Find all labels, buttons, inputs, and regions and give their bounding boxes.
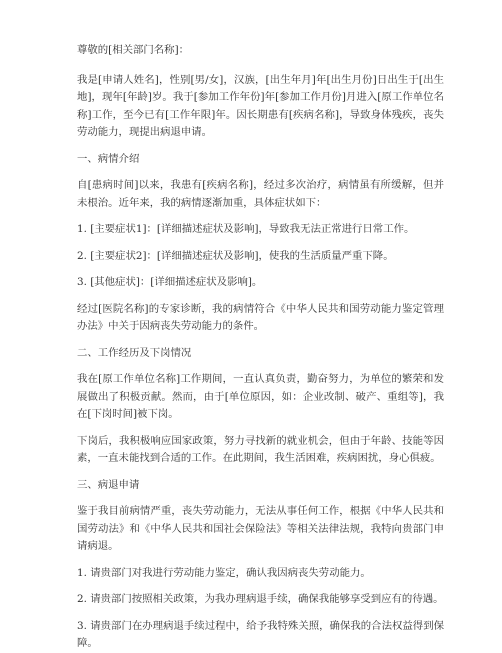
list-item: 3. [其他症状]：[详细描述症状及影响]。 — [77, 276, 263, 288]
paragraph: 经过[医院名称]的专家诊断，我的病情符合《中华人民共和国劳动能力鉴定管理办法》中关于因病丧失劳动能力的条件。 — [77, 302, 444, 332]
list-item: 1. [主要症状1]：[详细描述症状及影响]，导致我无法正常进行日常工作。 — [77, 223, 415, 235]
paragraph: 自[患病时间]以来，我患有[疾病名称]，经过多次治疗，病情虽有所缓解，但并未根治。近年来，我的病情逐渐加重，具体症状如下： — [77, 179, 444, 209]
section-heading: 二、工作经历及下岗情况 — [77, 346, 192, 359]
intro-paragraph: 我是[申请人姓名]，性别[男/女]，汉族，[出生年月]年[出生月份]日出生于[出生地]，现年[年龄]岁。我于[参加工作年份]年[参加工作月份]月进入[原工作单位名称]工作，至今已有[工作年限]年。因长期患有[疾病名称]，导致身体残疾，丧失劳动能力，现提出病退申请。 — [77, 73, 444, 138]
paragraph: 鉴于我目前病情严重，丧失劳动能力，无法从事任何工作，根据《中华人民共和国劳动法》和《中华人民共和国社会保险法》等相关法律法规，我特向贵部门申请病退。 — [77, 505, 444, 552]
salutation: 尊敬的[相关部门名称]： — [77, 44, 190, 56]
list-item: 1. 请贵部门对我进行劳动能力鉴定，确认我因病丧失劳动能力。 — [77, 566, 371, 579]
paragraph: 我在[原工作单位名称]工作期间，一直认真负责，勤奋努力，为单位的繁荣和发展做出了积极贡献。然而，由于[单位原因，如：企业改制、破产、重组等]，我在[下岗时间]被下岗。 — [77, 373, 444, 420]
section-application — [77, 477, 444, 653]
list-item: 3. 请贵部门在办理病退手续过程中，给予我特殊关照，确保我的合法权益得到保障。 — [77, 619, 444, 649]
section-heading: 一、病情介绍 — [77, 152, 140, 165]
list-item: 2. 请贵部门按照相关政策，为我办理病退手续，确保我能够享受到应有的待遇。 — [77, 593, 444, 605]
section-illness — [77, 151, 444, 336]
section-heading: 三、病退申请 — [77, 478, 140, 491]
paragraph: 下岗后，我积极响应国家政策，努力寻找新的就业机会，但由于年龄、技能等因素，一直未能找到合适的工作。在此期间，我生活困难，疾病困扰，身心俱疲。 — [77, 434, 444, 464]
section-work-history — [77, 345, 444, 468]
list-item: 2. [主要症状2]：[详细描述症状及影响]，使我的生活质量严重下降。 — [77, 249, 394, 262]
